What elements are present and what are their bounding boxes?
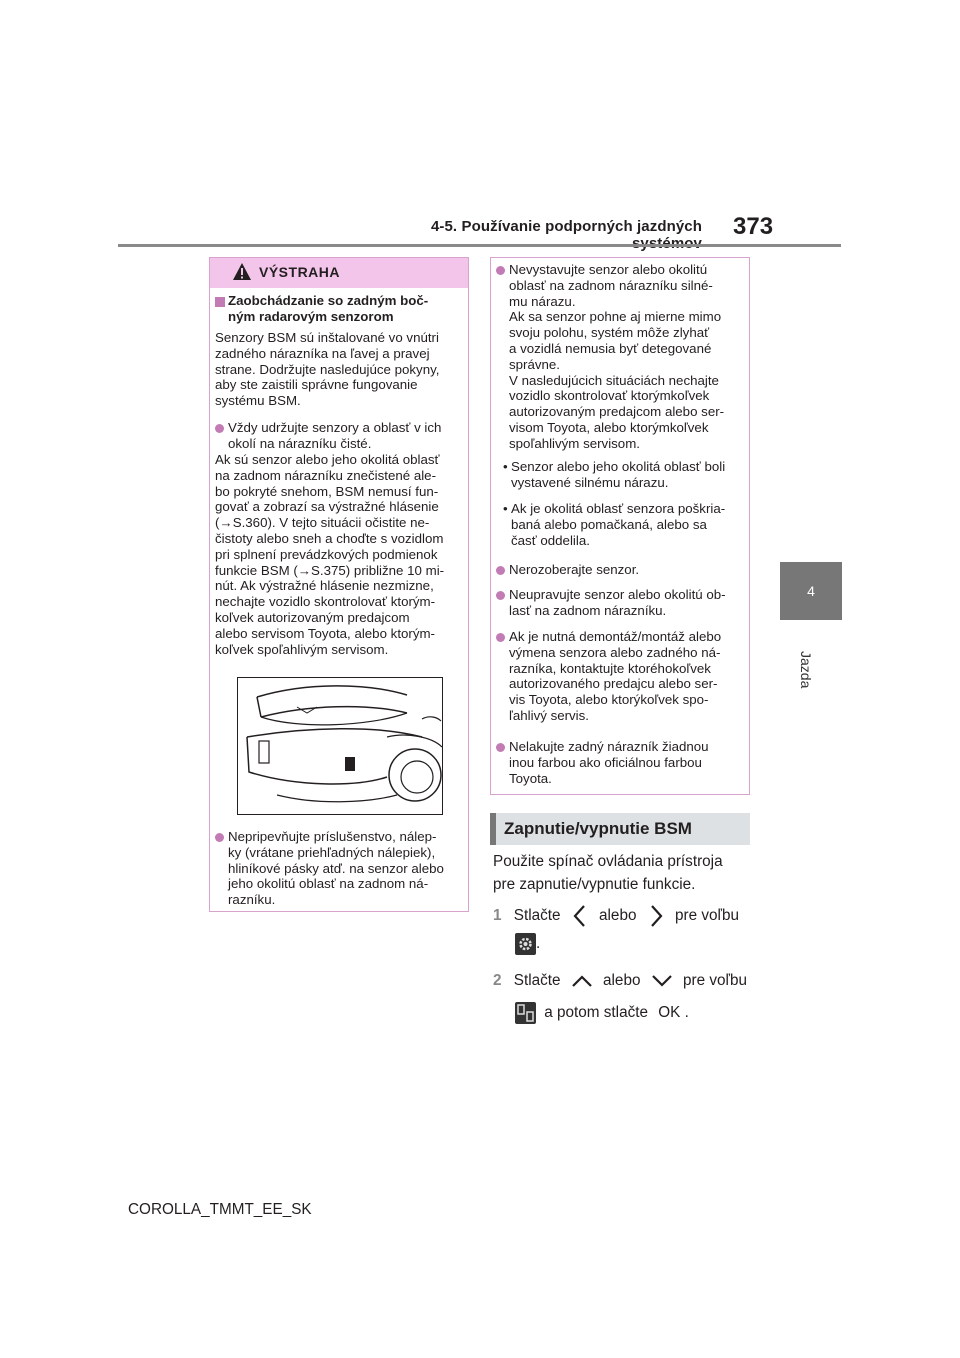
warning-item-1: Vždy udržujte senzory a oblasť v ich okolí na nárazníku čisté. [228, 420, 442, 451]
bullet-icon [496, 591, 505, 600]
chapter-label: Jazda [798, 651, 814, 689]
right-item-2: Nerozoberajte senzor. [509, 562, 640, 577]
chevron-down-icon [651, 973, 673, 989]
step-1 [493, 904, 739, 928]
right-item-3: Neupravujte senzor alebo okolitú ob- lasť na zadnom nárazníku. [509, 587, 726, 618]
warning-header [210, 258, 468, 288]
warning-title: VÝSTRAHA [259, 264, 341, 280]
chevron-up-icon [571, 973, 593, 989]
section-title: 4-5. Používanie podporných jazdných [430, 218, 702, 235]
warning-intro: Senzory BSM sú inštalované vo vnútri zadného nárazníka na ľavej a pravej strane. Dodržujte nasledujúce pokyny, aby ste zaistili správne fungovanie systému BSM. [215, 330, 440, 409]
dot-marker: • [503, 459, 508, 474]
bullet-icon [496, 266, 505, 275]
warning-panel [209, 257, 469, 912]
bullet-icon [496, 743, 505, 752]
warning-triangle-icon [232, 262, 252, 281]
gear-icon [515, 933, 536, 955]
step-1-cont: . [515, 933, 540, 955]
right-sub-1: Senzor alebo jeho okolitá oblasť boli vystavené silnému nárazu. [511, 459, 726, 490]
step-2-number: 2 [493, 972, 502, 989]
bullet-icon [215, 424, 224, 433]
chapter-tab: 4 [780, 562, 842, 620]
square-bullet-icon [215, 297, 225, 307]
right-item-1: Nevystavujte senzor alebo okolitú oblasť na zadnom nárazníku silné- mu nárazu. Ak sa senzor pohne aj mierne mimo svoju polohu, systém môže zlyhať a vozidlá nemusia byť detegované správne. V nasledujúcich situáciách nechajte vozidlo skontrolovať ktorýmkoľvek autorizovaným predajcom alebo ser- visom Toyota, alebo ktorýmkoľvek spoľahlivým servisom. [509, 262, 725, 451]
step-2-then: a potom stlačte [544, 1004, 648, 1022]
right-sub-2: Ak je okolitá oblasť senzora poškria- baná alebo pomačkaná, alebo sa časť oddelila. [511, 501, 726, 548]
bullet-icon [496, 633, 505, 642]
bullet-icon [215, 833, 224, 842]
document-code: COROLLA_TMMT_EE_SK [128, 1201, 312, 1218]
section-heading-bar [490, 813, 496, 845]
header-rule [118, 244, 841, 247]
step-1-select: pre voľbu [674, 907, 739, 925]
step-1-number: 1 [493, 907, 502, 925]
chevron-right-icon [647, 904, 665, 928]
warning-panel-continued [490, 257, 750, 795]
step-2-select: pre voľbu [682, 972, 747, 989]
page-number: 373 [733, 213, 774, 240]
step-2 [493, 970, 747, 991]
bullet-icon [496, 566, 505, 575]
dot-marker: • [503, 501, 508, 516]
ok-button-label: OK [658, 1004, 681, 1022]
step-1-text: Stlačte [513, 907, 561, 925]
step-2-or: alebo [603, 972, 641, 989]
section-heading-title: Zapnutie/vypnutie BSM [504, 819, 692, 838]
step-1-or: alebo [599, 907, 637, 925]
step-2-cont: a potom stlačte OK . [515, 1002, 689, 1024]
right-item-4: Ak je nutná demontáž/montáž alebo výmena senzora alebo zadného ná- razníka, kontaktujte ktoréhokoľvek autorizovaného predajcu alebo ser- vis Toyota, alebo ktorýkoľvek spo- ľahlivý servis. [509, 629, 722, 723]
warning-heading: Zaobchádzanie so zadným boč- ným radarovým senzorom [228, 293, 429, 324]
warning-item-2: Nepripevňujte príslušenstvo, nálep- ky (vrátane priehľadných nálepiek), hliníkové pásky atď. na senzor alebo jeho okolitú oblasť na zadnom ná- razníku. [228, 829, 444, 908]
chevron-left-icon [571, 904, 589, 928]
right-item-5: Nelakujte zadný nárazník žiadnou inou farbou ako oficiálnou farbou Toyota. [509, 739, 709, 786]
car-rear-bumper-illustration [237, 677, 443, 815]
bsm-icon [515, 1002, 536, 1024]
section-intro: Použite spínač ovládania prístroja pre zapnutie/vypnutie funkcie. [493, 853, 723, 893]
warning-item-1-body: Ak sú senzor alebo jeho okolitá oblasť na zadnom nárazníku znečistené ale- bo pokryté snehom, BSM nemusí fun- govať a zobrazí sa výstražné hlásenie (→S.360). V tejto situácii očistite ne- čistoty alebo sneh a choďte s vozidlom pri splnení prevádzkových podmienok funkcie BSM (→S.375) približne 10 mi- nút. Ak výstražné hlásenie nezmizne, nechajte vozidlo skontrolovať ktorým- koľvek autorizovaným predajcom alebo servisom Toyota, alebo ktorým- koľvek spoľahlivým servisom. [215, 452, 445, 657]
section-heading [490, 813, 750, 845]
step-2-text: Stlačte [513, 972, 561, 989]
